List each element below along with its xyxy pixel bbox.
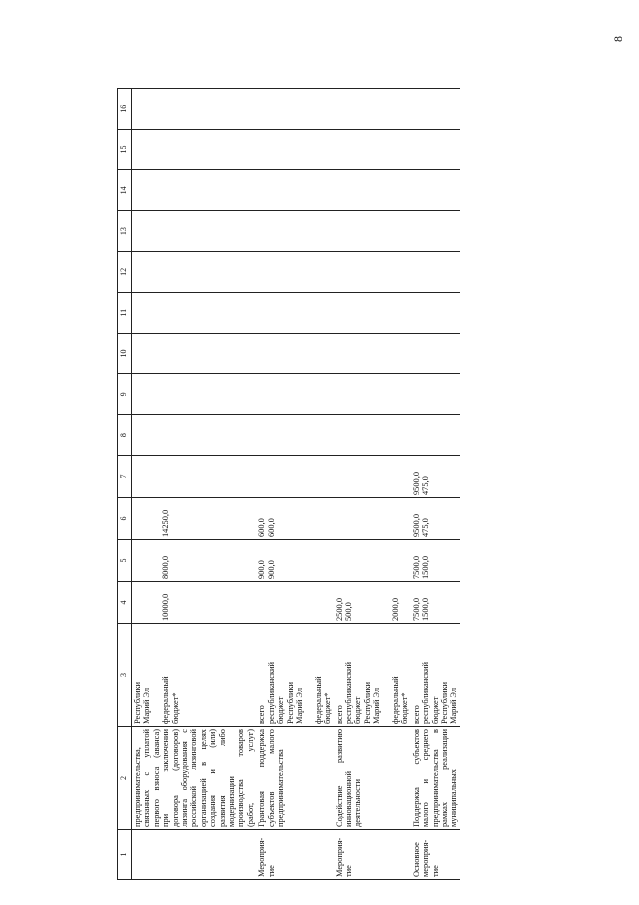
row-type-cell xyxy=(132,830,257,880)
col6-cell xyxy=(256,498,333,540)
column-header-5: 5 xyxy=(118,540,132,582)
value-cell: 2500,0 xyxy=(334,597,344,621)
header-row xyxy=(118,88,132,879)
value-cell: 475,0 xyxy=(421,518,431,537)
measure-name-cell-line: модернизации xyxy=(227,776,237,827)
col4-cell xyxy=(132,582,257,624)
empty-cell xyxy=(334,211,411,252)
value-cell xyxy=(353,584,362,621)
value-cell xyxy=(152,458,161,495)
value-cell: 600,0 xyxy=(257,518,267,537)
measure-name-cell-line: субъектов малого xyxy=(266,729,276,827)
value-cell: 10000,0 xyxy=(161,593,171,621)
value-cell: 14250,0 xyxy=(161,509,171,537)
col7-cell xyxy=(132,456,257,498)
measure-name-cell-line: предпринимательства, xyxy=(133,747,142,827)
empty-cell xyxy=(411,415,460,456)
column-header-16: 16 xyxy=(118,88,132,129)
value-cell: 900,0 xyxy=(257,560,267,579)
measure-name-cell-line: первого взноса (аванса) xyxy=(151,729,161,827)
value-cell xyxy=(133,500,142,537)
funding-source-cell-line: бюджет* xyxy=(400,692,410,724)
funding-source-cell-line xyxy=(152,626,161,724)
col5-cell xyxy=(256,540,333,582)
row-type-cell: Мероприя-тие xyxy=(334,830,411,880)
funding-source-cell xyxy=(132,624,257,727)
empty-cell xyxy=(132,374,257,415)
empty-cell xyxy=(132,292,257,333)
empty-cell xyxy=(256,88,333,129)
funding-source-cell-line: федеральный xyxy=(390,676,400,724)
funding-source-cell-line: бюджет xyxy=(276,696,286,724)
value-cell: 9500,0 xyxy=(411,471,421,495)
empty-cell xyxy=(256,374,333,415)
measure-name-cell xyxy=(411,727,460,830)
value-cell xyxy=(152,584,161,621)
funding-source-cell-line: республиканский xyxy=(421,662,431,724)
measure-name-cell-line: создания и (или) xyxy=(208,729,218,827)
measure-name-cell-line: Содействие развитию xyxy=(334,729,344,827)
value-cell xyxy=(142,500,151,537)
value-cell xyxy=(161,458,170,495)
empty-cell xyxy=(256,415,333,456)
table-row xyxy=(256,88,333,879)
col7-cell xyxy=(411,456,460,498)
measure-name-cell-line: (работ, услуг) xyxy=(245,729,255,827)
measure-name-cell-line: лизинга оборудования с xyxy=(180,729,190,827)
col5-cell xyxy=(411,540,460,582)
empty-cell xyxy=(256,170,333,211)
measure-name-cell-line: деятельности xyxy=(353,779,363,827)
measure-name-cell-line: предпринимательства xyxy=(276,749,286,827)
empty-cell xyxy=(256,333,333,374)
value-cell xyxy=(372,584,381,621)
col5-cell xyxy=(132,540,257,582)
column-header-8: 8 xyxy=(118,415,132,456)
value-cell xyxy=(382,584,391,621)
column-header-13: 13 xyxy=(118,211,132,252)
budget-table xyxy=(117,88,460,880)
value-cell xyxy=(152,500,161,537)
funding-source-cell xyxy=(256,624,333,727)
value-cell xyxy=(142,458,151,495)
measure-name-cell-line: производства товаров xyxy=(236,729,246,827)
value-cell: 9500,0 xyxy=(411,513,421,537)
empty-cell xyxy=(334,129,411,170)
table-row xyxy=(411,88,460,879)
funding-source-cell xyxy=(334,624,411,727)
empty-cell xyxy=(411,333,460,374)
column-header-3: 3 xyxy=(118,624,132,727)
row-type-cell: Мероприя-тие xyxy=(256,830,333,880)
measure-name-cell-line: малого и среднего xyxy=(421,729,431,827)
funding-source-cell-line xyxy=(304,626,313,724)
empty-cell xyxy=(334,88,411,129)
empty-cell xyxy=(334,333,411,374)
empty-cell xyxy=(132,252,257,293)
col6-cell xyxy=(334,498,411,540)
column-header-14: 14 xyxy=(118,170,132,211)
funding-source-cell-line: Марий Эл xyxy=(372,687,382,724)
column-header-9: 9 xyxy=(118,374,132,415)
value-cell: 1500,0 xyxy=(421,555,431,579)
value-cell: 7500,0 xyxy=(411,597,421,621)
rotated-table-wrapper xyxy=(117,90,629,880)
value-cell: 8000,0 xyxy=(161,555,171,579)
funding-source-cell-line: бюджет* xyxy=(323,692,333,724)
col6-cell xyxy=(411,498,460,540)
empty-cell xyxy=(411,129,460,170)
value-cell: 475,0 xyxy=(421,476,431,495)
column-header-1: 1 xyxy=(118,830,132,880)
funding-source-cell-line: всего xyxy=(411,705,421,724)
empty-cell xyxy=(132,211,257,252)
column-header-10: 10 xyxy=(118,333,132,374)
column-header-2: 2 xyxy=(118,727,132,830)
value-cell xyxy=(142,542,151,579)
value-cell xyxy=(133,542,142,579)
funding-source-cell-line: бюджет xyxy=(430,696,440,724)
measure-name-cell-line: организацией в целях xyxy=(198,729,208,827)
column-header-15: 15 xyxy=(118,129,132,170)
value-cell xyxy=(257,458,266,495)
column-header-12: 12 xyxy=(118,252,132,293)
value-cell xyxy=(133,458,142,495)
measure-name-cell-line: муниципальных xyxy=(449,769,459,827)
funding-source-cell-line: всего xyxy=(257,705,267,724)
value-cell xyxy=(152,542,161,579)
empty-cell xyxy=(411,252,460,293)
measure-name-cell-line: связанных с уплатой xyxy=(142,729,152,827)
value-cell: 2000,0 xyxy=(390,597,400,621)
empty-cell xyxy=(411,292,460,333)
value-cell xyxy=(267,458,276,495)
measure-name-cell-line: предпринимательства в xyxy=(430,729,440,827)
measure-name-cell-line: Грантовая поддержка xyxy=(257,729,267,827)
funding-source-cell-line: Республики xyxy=(285,681,295,724)
empty-cell xyxy=(334,374,411,415)
measure-name-cell-line: инновационной xyxy=(343,771,353,827)
funding-source-cell-line: бюджет xyxy=(353,696,363,724)
funding-source-cell-line: Республики xyxy=(440,681,449,724)
col4-cell xyxy=(256,582,333,624)
measure-name-cell-line: развития либо xyxy=(217,729,227,827)
funding-source-cell xyxy=(411,624,460,727)
empty-cell xyxy=(132,415,257,456)
column-header-4: 4 xyxy=(118,582,132,624)
page-number: 8 xyxy=(611,36,625,42)
column-header-6: 6 xyxy=(118,498,132,540)
empty-cell xyxy=(256,292,333,333)
measure-name-cell-line: Поддержка субъектов xyxy=(411,729,421,827)
col6-cell xyxy=(132,498,257,540)
measure-name-cell xyxy=(256,727,333,830)
value-cell xyxy=(142,584,151,621)
empty-cell xyxy=(256,252,333,293)
col7-cell xyxy=(256,456,333,498)
table-body xyxy=(132,88,460,879)
row-type-cell: Основное мероприя-тие xyxy=(411,830,460,880)
empty-cell xyxy=(256,129,333,170)
funding-source-cell-line: республиканский xyxy=(266,662,276,724)
funding-source-cell-line: бюджет* xyxy=(170,692,180,724)
value-cell: 600,0 xyxy=(266,518,276,537)
measure-name-cell-line: договора (договоров) xyxy=(170,729,180,827)
empty-cell xyxy=(411,211,460,252)
empty-cell xyxy=(334,292,411,333)
value-cell xyxy=(133,584,142,621)
column-header-7: 7 xyxy=(118,456,132,498)
funding-source-cell-line: всего xyxy=(334,705,344,724)
measure-name-cell xyxy=(334,727,411,830)
empty-cell xyxy=(411,374,460,415)
funding-source-cell-line: федеральный xyxy=(313,676,323,724)
funding-source-cell-line: республиканский xyxy=(343,662,353,724)
value-cell xyxy=(363,584,372,621)
table-row xyxy=(334,88,411,879)
value-cell xyxy=(267,584,276,621)
funding-source-cell-line: Марий Эл xyxy=(294,687,304,724)
measure-name-cell xyxy=(132,727,257,830)
value-cell: 7500,0 xyxy=(411,555,421,579)
funding-source-cell-line: Марий Эл xyxy=(142,687,152,724)
funding-source-cell-line: Марий Эл xyxy=(449,687,459,724)
value-cell: 900,0 xyxy=(266,560,276,579)
measure-name-cell-line: российской лизинговой xyxy=(189,729,199,827)
value-cell: 1500,0 xyxy=(421,597,431,621)
empty-cell xyxy=(411,170,460,211)
empty-cell xyxy=(132,333,257,374)
table-row xyxy=(132,88,257,879)
empty-cell xyxy=(334,415,411,456)
col4-cell xyxy=(334,582,411,624)
empty-cell xyxy=(132,170,257,211)
empty-cell xyxy=(132,88,257,129)
funding-source-cell-line: федеральный xyxy=(161,676,171,724)
empty-cell xyxy=(132,129,257,170)
funding-source-cell-line xyxy=(382,626,391,724)
col4-cell xyxy=(411,582,460,624)
column-header-11: 11 xyxy=(118,292,132,333)
funding-source-cell-line: Республики xyxy=(362,681,372,724)
value-cell xyxy=(257,584,266,621)
empty-cell xyxy=(411,88,460,129)
measure-name-cell-line: при заключении xyxy=(161,729,171,827)
measure-name-cell-line: рамках реализации xyxy=(440,729,449,827)
empty-cell xyxy=(256,211,333,252)
empty-cell xyxy=(334,170,411,211)
value-cell: 500,0 xyxy=(343,602,353,621)
funding-source-cell-line: Республики xyxy=(133,681,142,724)
col5-cell xyxy=(334,540,411,582)
empty-cell xyxy=(334,252,411,293)
col7-cell xyxy=(334,456,411,498)
